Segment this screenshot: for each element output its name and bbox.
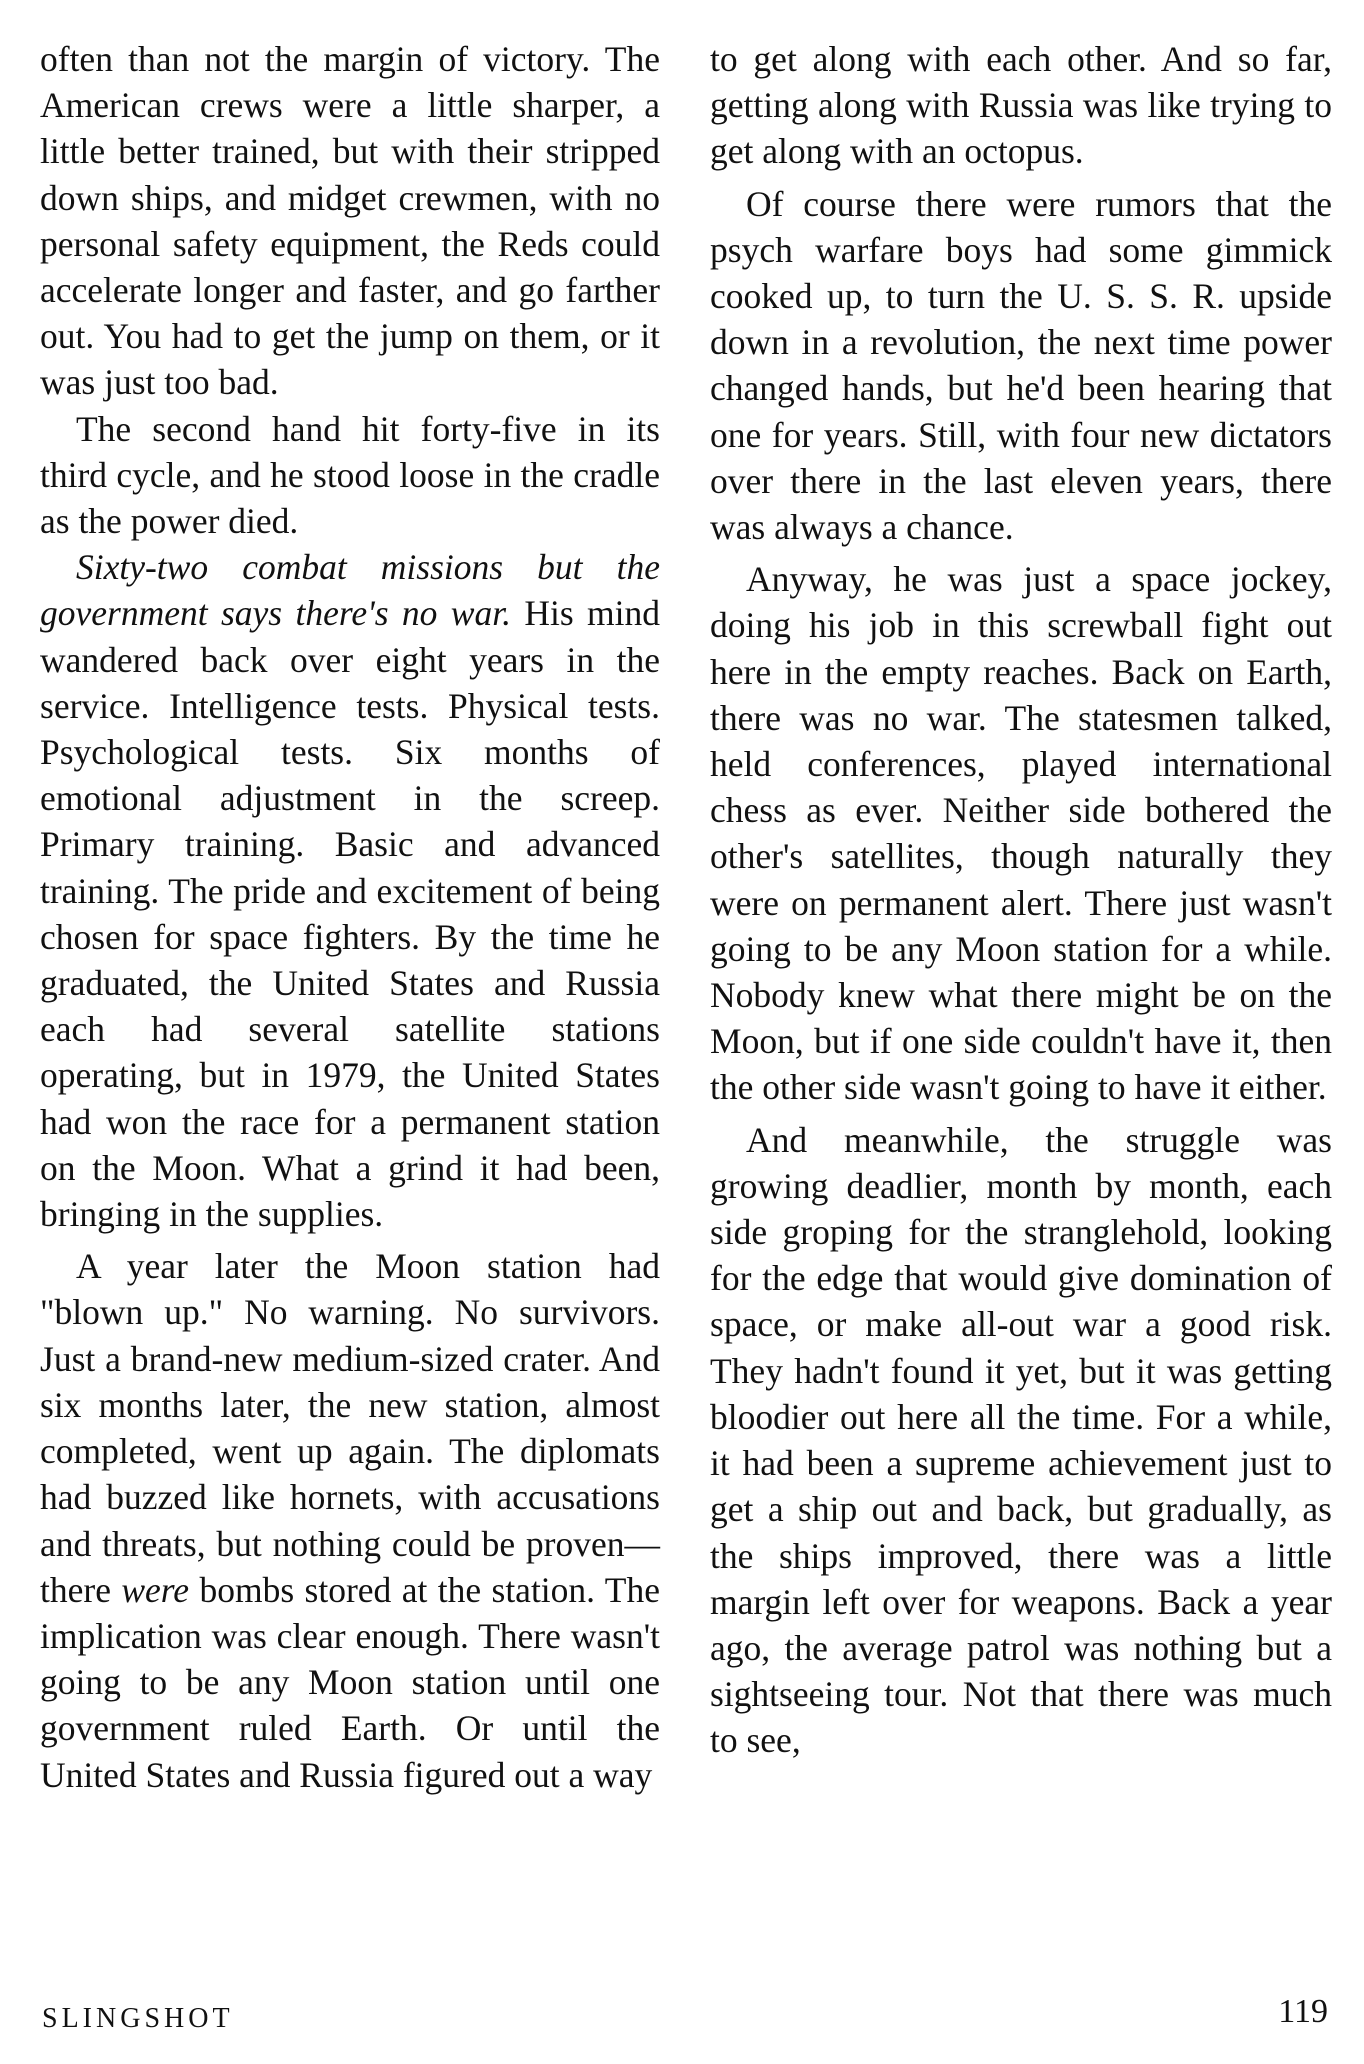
left-paragraph-2: The second hand hit forty-five in its third cycle, and he stood loose in the cradle as the power died. [40, 408, 660, 542]
page-footer [42, 1993, 1328, 2043]
running-title: SLINGSHOT [42, 2003, 234, 2034]
right-column [710, 36, 1332, 1764]
page-number: 119 [1278, 1993, 1328, 2030]
left-column [40, 36, 660, 1798]
left-paragraph-4-text-b: bombs stored at the station. The implication was clear enough. There wasn't going to be any Moon station until one government ruled Earth. Or until the United States and Russia figured out a way [40, 1569, 660, 1795]
left-paragraph-1: often than not the margin of victory. The American crews were a little sharper, a little better trained, but with their stripped down ships, and midget crewmen, with no personal safety equipment, the Reds could accelerate longer and faster, and go farther out. You had to get the jump on them, or it was just too bad. [40, 39, 660, 403]
right-paragraph-1: to get along with each other. And so far, getting along with Russia was like trying to get along with an octopus. [710, 39, 1332, 172]
left-paragraph-3 [40, 544, 660, 1237]
left-paragraph-4-text-a: A year later the Moon station had "blown up." No warning. No survivors. Just a brand-new medium-sized crater. And six months later, the new station, almost completed, went up again. The diplomats had buzzed like hornets, with accusations and threats, but nothing could be proven—there [40, 1246, 660, 1610]
italic-thought: Sixty-two combat missions but the government says there's no war. [40, 547, 660, 634]
right-paragraph-4: And meanwhile, the struggle was growing deadlier, month by month, each side groping for the stranglehold, looking for the edge that would give domination of space, or make all-out war a good risk. They hadn't found it yet, but it was getting bloodier out here all the time. For a while, it had been a supreme achievement just to get a ship out and back, but gradually, as the ships improved, there was a little margin left over for weapons. Back a year ago, the average patrol was nothing but a sightseeing tour. Not that there was much to see, [710, 1119, 1332, 1761]
left-paragraph-3-text: His mind wandered back over eight years in the service. Intelligence tests. Physical tests. Psychological tests. Six months of emotional adjustment in the screep. Primary training. Basic and advanced training. The pride and excitement of being chosen for space fighters. By the time he graduated, the United States and Russia each had several satellite stations operating, but in 1979, the United States had won the race for a permanent station on the Moon. What a grind it had been, bringing in the supplies. [40, 593, 660, 1235]
right-paragraph-2: Of course there were rumors that the psych warfare boys had some gimmick cooked up, to turn the U. S. S. R. upside down in a revolution, the next time power changed hands, but he'd been hearing that one for years. Still, with four new dictators over there in the last eleven years, there was always a chance. [710, 183, 1332, 548]
right-paragraph-3: Anyway, he was just a space jockey, doing his job in this screwball fight out here in the empty reaches. Back on Earth, there was no war. The statesmen talked, held conferences, played international chess as ever. Neither side bothered the other's satellites, though naturally they were on permanent alert. There just wasn't going to be any Moon station for a while. Nobody knew what there might be on the Moon, but if one side couldn't have it, then the other side wasn't going to have it either. [710, 559, 1332, 1108]
left-paragraph-4 [40, 1243, 660, 1797]
italic-emphasis: were [121, 1569, 190, 1610]
